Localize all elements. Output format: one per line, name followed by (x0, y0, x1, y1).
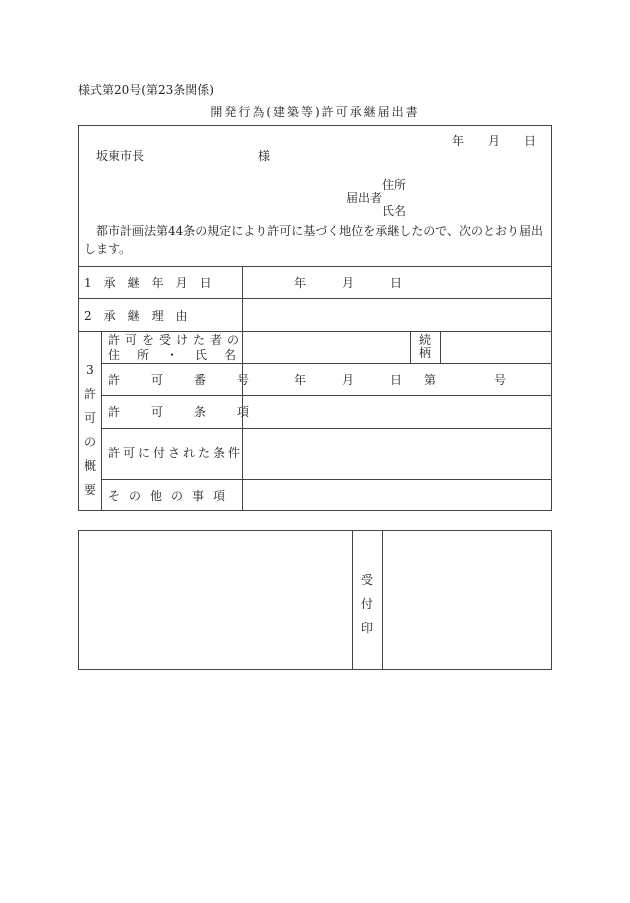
permit-number-label: 許可番号 (108, 373, 281, 387)
succession-day-label: 日 (390, 276, 403, 290)
permit-holder-label-line2: 住所・氏名 (108, 348, 254, 362)
address-label: 住所 (382, 178, 407, 192)
succession-year-label: 年 (294, 276, 307, 290)
permit-conditions-label: 許可に付された条件 (108, 446, 244, 460)
succession-reason-label: 2 承 継 理 由 (84, 309, 188, 323)
date-day-label: 日 (524, 134, 537, 148)
date-month-label: 月 (488, 134, 501, 148)
other-matters-label: その他の事項 (108, 489, 235, 503)
succession-month-label: 月 (342, 276, 355, 290)
permit-holder-label-line1: 許可を受けた者の (108, 333, 245, 347)
permit-month-label: 月 (342, 373, 355, 387)
permit-clause-label: 許可条項 (108, 405, 281, 419)
permit-go-label: 号 (494, 373, 507, 387)
document-title: 開発行為(建築等)許可承継届出書 (210, 105, 420, 119)
permit-summary-label: 3 許 可 の 概 要 (83, 363, 96, 497)
addressee-honorific: 様 (258, 149, 271, 163)
form-number: 様式第20号(第23条関係) (78, 83, 214, 97)
relationship-label: 続 柄 (418, 333, 431, 360)
permit-year-label: 年 (294, 373, 307, 387)
date-year-label: 年 (452, 134, 465, 148)
succession-date-label: 1 承 継 年 月 日 (84, 276, 212, 290)
permit-day-label: 日 (390, 373, 403, 387)
notifier-label: 届出者 (346, 191, 383, 205)
permit-dai-label: 第 (424, 373, 437, 387)
notification-statement: 都市計画法第44条の規定により許可に基づく地位を承継したので、次のとおり届出します。 (84, 224, 544, 256)
addressee: 坂東市長 (96, 149, 145, 163)
name-label: 氏名 (382, 204, 407, 218)
reception-box (78, 530, 552, 670)
reception-stamp-label: 受 付 印 (360, 573, 373, 635)
